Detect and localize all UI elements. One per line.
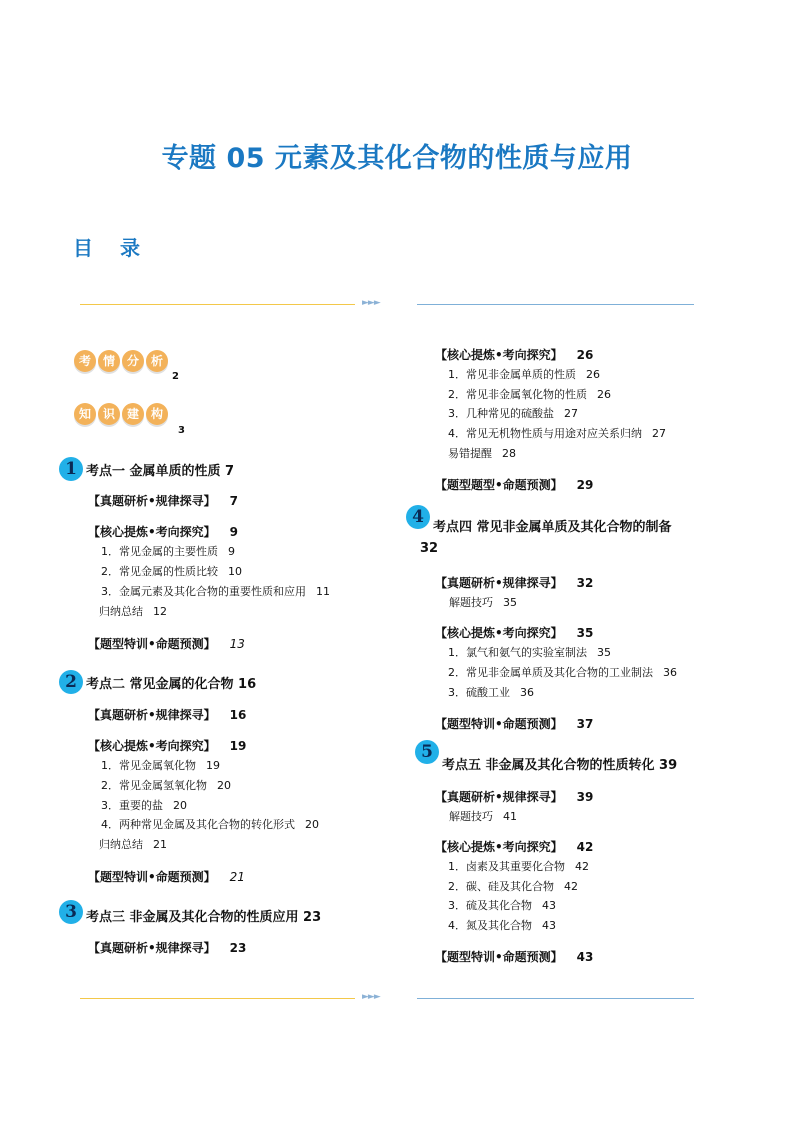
toc-item[interactable]: 解题技巧 41 [449,810,517,823]
badge-char: 知 [74,403,96,425]
arrows-decoration: ►►► [362,992,380,1002]
number-circle: 1 [59,457,83,481]
kaodian-page: 32 [420,541,439,556]
toc-section[interactable] [88,523,238,540]
badge-page: 2 [172,371,179,382]
toc-section[interactable]: 【核心提炼•考向探究】 35 [435,626,594,640]
toc-item[interactable]: 3．重要的盐 20 [101,799,187,812]
toc-section[interactable]: 【题型特训•命题预测】 37 [435,717,594,731]
badge-char: 构 [146,403,168,425]
toc-section[interactable]: 【题型特训•命题预测】 43 [435,950,594,964]
toc-item[interactable]: 1．常见非金属单质的性质 26 [448,368,600,381]
number-circle: 2 [59,670,83,694]
kaodian-title[interactable]: 考点二 常见金属的化合物 16 [86,677,257,692]
toc-item[interactable]: 1．常见金属的主要性质 9 [101,545,235,558]
toc-item[interactable]: 3．几种常见的硫酸盐 27 [448,407,578,420]
badge-char: 情 [98,350,120,372]
page-title: 专题 05 元素及其化合物的性质与应用 [161,143,633,174]
toc-section[interactable]: 【核心提炼•考向探究】 26 [435,348,594,362]
divider-right [417,304,694,305]
number-circle: 3 [59,900,83,924]
toc-item[interactable]: 4．两种常见金属及其化合物的转化形式 20 [101,818,319,831]
toc-item[interactable]: 归纳总结 12 [99,605,167,618]
toc-item[interactable]: 2．常见金属氢氧化物 20 [101,779,231,792]
toc-section[interactable]: 【真题研析•规律探寻】 23 [88,941,247,955]
toc-item[interactable]: 3．金属元素及其化合物的重要性质和应用 11 [101,585,330,598]
toc-item[interactable]: 1．常见金属氧化物 19 [101,759,220,772]
page-number: 7 [229,494,239,508]
toc-item[interactable]: 归纳总结 21 [99,838,167,851]
toc-item[interactable]: 3．硫及其化合物 43 [448,899,556,912]
toc-section[interactable]: 【核心提炼•考向探究】 42 [435,840,594,854]
number-circle: 5 [415,740,439,764]
toc-item[interactable]: 2．常见非金属单质及其化合物的工业制法 36 [448,666,677,679]
toc-item[interactable]: 1．氯气和氨气的实验室制法 35 [448,646,611,659]
toc-section[interactable]: 【核心提炼•考向探究】 19 [88,739,247,753]
page-number: 9 [229,525,239,539]
badge-char: 分 [122,350,144,372]
toc-section[interactable]: 【真题研析•规律探寻】 32 [435,576,594,590]
kaodian-title[interactable]: 考点三 非金属及其化合物的性质应用 23 [86,910,322,925]
kaodian-title[interactable]: 考点四 常见非金属单质及其化合物的制备 [433,520,672,535]
kaodian-title[interactable]: 考点五 非金属及其化合物的性质转化 39 [442,758,678,773]
badge-zhishi[interactable] [74,403,168,425]
toc-section[interactable] [88,635,245,652]
section-label: 【核心提炼•考向探究】 [88,525,216,539]
toc-section[interactable]: 【真题研析•规律探寻】 39 [435,790,594,804]
toc-item[interactable]: 2．常见金属的性质比较 10 [101,565,242,578]
toc-item[interactable]: 1．卤素及其重要化合物 42 [448,860,589,873]
badge-kaoqing[interactable] [74,350,168,372]
toc-heading: 目 录 [73,236,150,260]
toc-section[interactable]: 【真题研析•规律探寻】 16 [88,708,247,722]
badge-char: 考 [74,350,96,372]
arrows-decoration: ►►► [362,298,380,308]
divider-right [417,998,694,999]
toc-section[interactable]: 【题型特训•命题预测】 21 [88,870,245,884]
kaodian-title[interactable]: 考点一 金属单质的性质 7 [86,464,235,479]
toc-section[interactable] [88,492,238,509]
number-circle: 4 [406,505,430,529]
toc-item[interactable]: 解题技巧 35 [449,596,517,609]
badge-page: 3 [178,425,185,436]
page-number: 13 [229,637,245,651]
toc-item[interactable]: 易错提醒 28 [448,447,516,460]
toc-item[interactable]: 4．氮及其化合物 43 [448,919,556,932]
section-label: 【题型特训•命题预测】 [88,637,216,651]
toc-item[interactable]: 2．常见非金属氧化物的性质 26 [448,388,611,401]
toc-item[interactable]: 2．碳、硅及其化合物 42 [448,880,578,893]
toc-item[interactable]: 3．硫酸工业 36 [448,686,534,699]
badge-char: 识 [98,403,120,425]
section-label: 【真题研析•规律探寻】 [88,494,216,508]
badge-char: 析 [146,350,168,372]
divider-left [80,998,355,999]
toc-item[interactable]: 4．常见无机物性质与用途对应关系归纳 27 [448,427,666,440]
badge-char: 建 [122,403,144,425]
divider-left [80,304,355,305]
toc-section[interactable]: 【题型题型•命题预测】 29 [435,478,594,492]
